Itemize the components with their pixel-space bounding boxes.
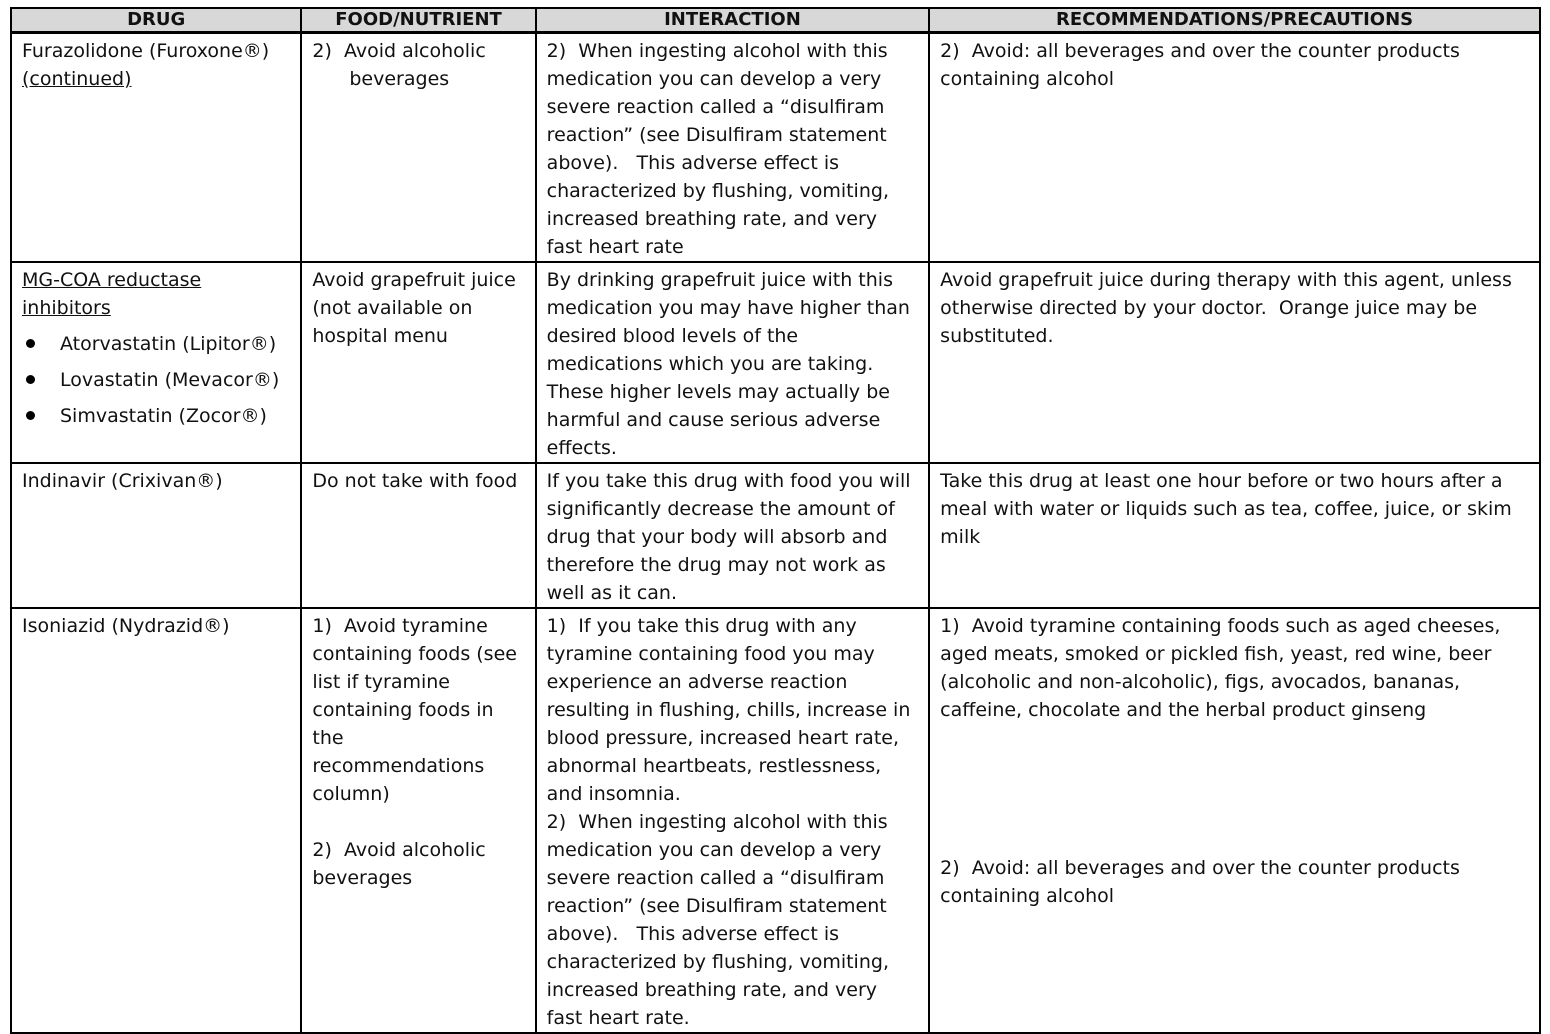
drug-name: Indinavir (Crixivan®) — [22, 470, 223, 492]
recommendation-text-1: 1) Avoid tyramine containing foods such as aged cheeses, aged meats, smoked or pickled fish, yeast, red wine, beer (alcoholic and non-alcoholic), figs, avocados, bananas, caffeine, chocolate and the herbal product ginseng — [940, 615, 1507, 721]
food-cell — [301, 33, 535, 263]
recommendation-text: 2) Avoid: all beverages and over the counter products containing alcohol — [940, 40, 1466, 90]
interaction-cell — [536, 463, 930, 608]
table-row — [11, 608, 1540, 1033]
food-text: Avoid grapefruit juice (not available on hospital menu — [312, 269, 516, 347]
header-recommendations: RECOMMENDATIONS/PRECAUTIONS — [929, 8, 1540, 33]
list-item — [22, 398, 290, 434]
food-text: Do not take with food — [312, 470, 518, 492]
food-cell — [301, 262, 535, 463]
food-text — [312, 37, 524, 65]
list-item — [22, 326, 290, 362]
interaction-text: By drinking grapefruit juice with this medication you may have higher than desired blood levels of the medications which you are taking. These higher levels may actually be harmful and cause serious adverse effects. — [546, 269, 916, 459]
drug-name: Furazolidone (Furoxone®) — [22, 40, 270, 62]
drug-cell — [11, 608, 301, 1033]
recommendation-cell — [929, 608, 1540, 1033]
header-interaction: INTERACTION — [536, 8, 930, 33]
interaction-text-1: 1) If you take this drug with any tyramine containing food you may experience an adverse reaction resulting in flushing, chills, increase in blood pressure, increased heart rate, abnormal heartbeats, restlessness, and insomnia. — [546, 615, 917, 805]
interaction-text: If you take this drug with food you will significantly decrease the amount of drug that your body will absorb and therefore the drug may not work as well as it can. — [546, 470, 911, 604]
interaction-text-2: 2) When ingesting alcohol with this medication you can develop a very severe reaction called a “disulfiram reaction” (see Disulfiram statement above). This adverse effect is characterized by flushing, vomiting, increased breathing rate, and very fast heart rate. — [546, 811, 896, 1029]
interaction-cell — [536, 608, 930, 1033]
drug-name: Isoniazid (Nydrazid®) — [22, 615, 230, 637]
table-row — [11, 262, 1540, 463]
recommendation-cell — [929, 33, 1540, 263]
list-item-label: Simvastatin (Zocor®) — [60, 405, 267, 427]
interaction-text: 2) When ingesting alcohol with this medication you can develop a very severe reaction called a “disulfiram reaction” (see Disulfiram statement above). This adverse effect is characterized by flushing, vomiting, increased breathing rate, and very fast heart rate — [546, 40, 896, 258]
header-row — [11, 8, 1540, 33]
drug-cell — [11, 33, 301, 263]
bullet-icon — [26, 411, 35, 420]
table-row — [11, 463, 1540, 608]
bullet-icon — [26, 339, 35, 348]
recommendation-text: Avoid grapefruit juice during therapy with this agent, unless otherwise directed by your doctor. Orange juice may be substituted. — [940, 269, 1518, 347]
drug-list — [22, 326, 290, 434]
recommendation-text-2: 2) Avoid: all beverages and over the counter products containing alcohol — [940, 857, 1466, 907]
list-item-label: Atorvastatin (Lipitor®) — [60, 333, 277, 355]
recommendation-cell — [929, 262, 1540, 463]
food-cell — [301, 608, 535, 1033]
bullet-icon — [26, 375, 35, 384]
drug-cell — [11, 463, 301, 608]
header-drug: DRUG — [11, 8, 301, 33]
list-item-label: Lovastatin (Mevacor®) — [60, 369, 280, 391]
header-food-nutrient: FOOD/NUTRIENT — [301, 8, 535, 33]
interaction-cell — [536, 33, 930, 263]
interaction-cell — [536, 262, 930, 463]
food-text-2: 2) Avoid alcoholic beverages — [312, 839, 492, 889]
drug-name: MG-COA reductase inhibitors — [22, 269, 202, 319]
food-line-2: beverages — [349, 68, 450, 90]
table-row — [11, 33, 1540, 263]
drug-cell — [11, 262, 301, 463]
food-line-1: Avoid alcoholic — [343, 40, 486, 62]
food-cell — [301, 463, 535, 608]
list-item — [22, 362, 290, 398]
drug-food-interaction-table — [10, 7, 1541, 1034]
recommendation-text: Take this drug at least one hour before or two hours after a meal with water or liquids such as tea, coffee, juice, or skim milk — [940, 470, 1512, 548]
recommendation-cell — [929, 463, 1540, 608]
food-number: 2) — [312, 40, 332, 62]
food-text-1: 1) Avoid tyramine containing foods (see list if tyramine containing foods in the recommendations column) — [312, 615, 523, 805]
drug-note: (continued) — [22, 68, 132, 90]
